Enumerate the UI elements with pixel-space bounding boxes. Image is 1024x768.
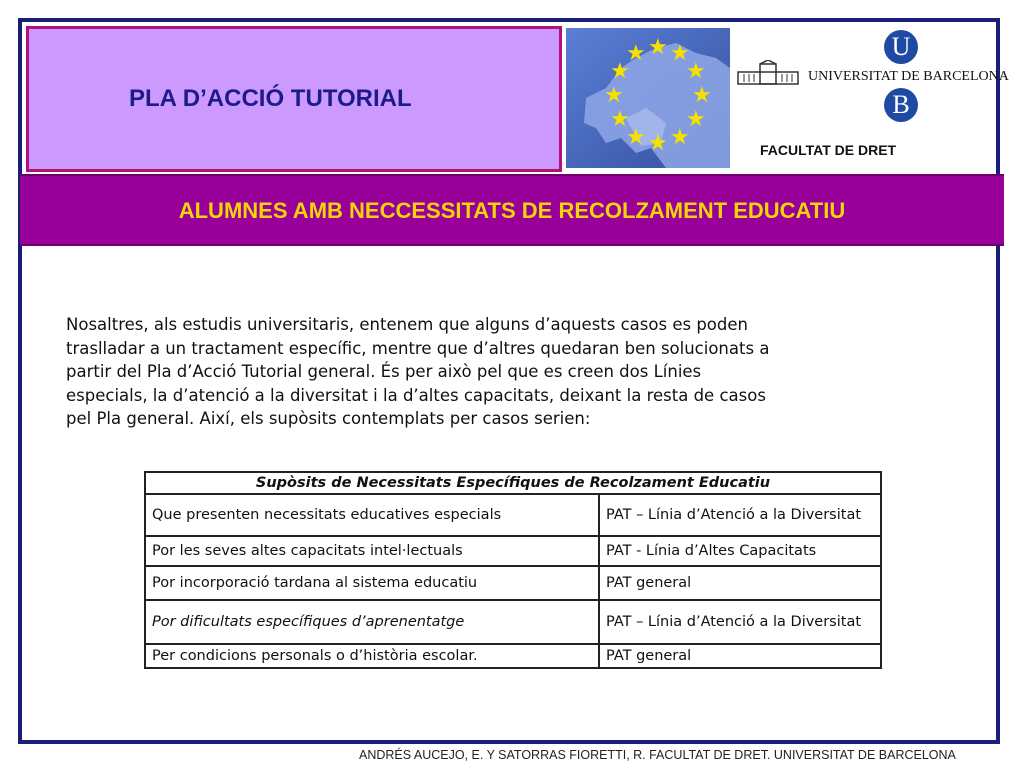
svg-text:★: ★ [686, 107, 706, 132]
svg-text:★: ★ [692, 83, 712, 108]
case-cell: Por les seves altes capacitats intel·lectuals [145, 536, 599, 566]
case-cell: Por incorporació tardana al sistema educatiu [145, 566, 599, 600]
svg-text:★: ★ [604, 83, 624, 108]
eu-map-flag-image [566, 28, 730, 168]
university-logo [734, 26, 1009, 172]
plan-cell: PAT – Línia d’Atenció a la Diversitat [599, 494, 881, 536]
paragraph-line: especials, la d’atenció a la diversitat i la d’altes capacitats, deixant la resta de casos [66, 385, 766, 405]
table-header: Supòsits de Necessitats Específiques de Recolzament Educatiu [145, 472, 881, 494]
table-row [145, 600, 881, 644]
section-heading: ALUMNES AMB NECCESSITATS DE RECOLZAMENT EDUCATIU [178, 198, 846, 223]
plan-cell: PAT general [599, 566, 881, 600]
page-title: PLA D’ACCIÓ TUTORIAL [129, 85, 412, 112]
table-row [145, 494, 881, 536]
plan-cell: PAT - Línia d’Altes Capacitats [599, 536, 881, 566]
footer-credits: ANDRÉS AUCEJO, E. Y SATORRAS FIORETTI, R. FACULTAT DE DRET. UNIVERSITAT DE BARCELONA [359, 748, 956, 762]
svg-text:★: ★ [648, 131, 668, 156]
svg-text:★: ★ [610, 59, 630, 84]
intro-paragraph [66, 313, 926, 431]
university-seal-letter: B [884, 88, 918, 122]
cases-table [144, 471, 882, 669]
paragraph-line: Nosaltres, als estudis universitaris, entenem que alguns d’aquests casos es poden [66, 315, 748, 334]
faculty-name: FACULTAT DE DRET [760, 142, 897, 158]
table-row [145, 536, 881, 566]
svg-text:★: ★ [670, 125, 690, 150]
table-row [145, 566, 881, 600]
university-building-icon [736, 60, 800, 86]
svg-text:★: ★ [648, 35, 668, 60]
paragraph-line: traslladar a un tractament específic, mentre que d’altres quedaran ben solucionats a [66, 338, 770, 358]
university-seal-icon: U [884, 30, 918, 64]
case-cell: Per condicions personals o d’història escolar. [145, 644, 599, 668]
svg-text:★: ★ [626, 41, 646, 66]
university-name: UNIVERSITAT DE BARCELONA [808, 69, 1009, 84]
svg-text:★: ★ [626, 125, 646, 150]
table-header-row [145, 472, 881, 494]
svg-text:★: ★ [686, 59, 706, 84]
svg-text:★: ★ [610, 107, 630, 132]
case-cell: Que presenten necessitats educatives especials [145, 494, 599, 536]
case-cell: Por dificultats específiques d’aprenentatge [145, 600, 599, 644]
svg-text:★: ★ [670, 41, 690, 66]
plan-cell: PAT – Línia d’Atenció a la Diversitat [599, 600, 881, 644]
paragraph-line: partir del Pla d’Acció Tutorial general. És per això pel que es creen dos Línies [66, 362, 702, 381]
plan-cell: PAT general [599, 644, 881, 668]
title-box [26, 26, 562, 172]
section-band [20, 174, 1004, 246]
paragraph-line: pel Pla general. Així, els supòsits contemplats per casos serien: [66, 409, 591, 428]
table-row [145, 644, 881, 668]
